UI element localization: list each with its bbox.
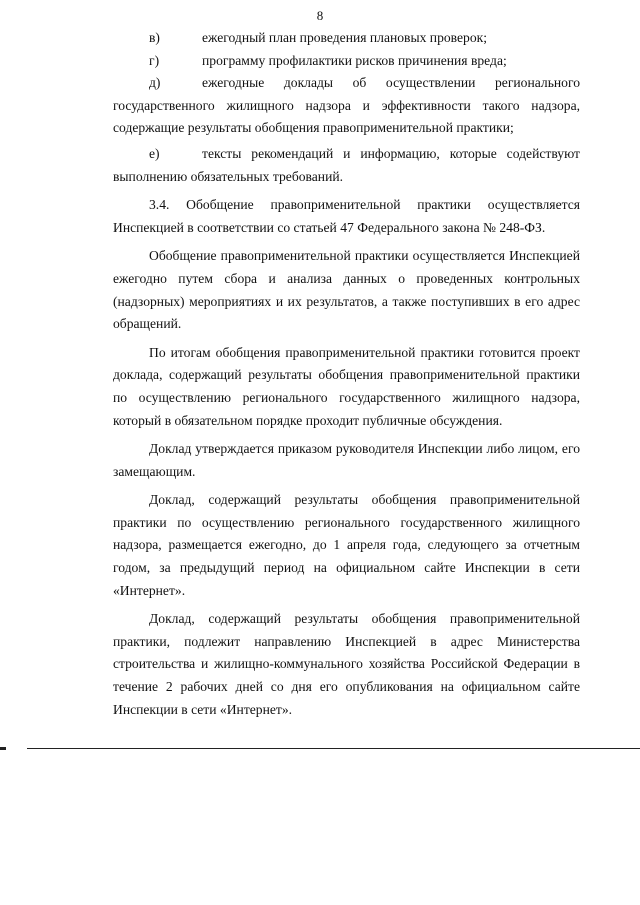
paragraph: Доклад утверждается приказом руководителя Инспекции либо лицом, его замещающим. [113, 441, 580, 479]
paragraph: Доклад, содержащий результаты обобщения правоприменительной практики по осуществлению регионального государственного жилищного надзора, размещается ежегодно, до 1 апреля года, следующего за отчетным годом, за предыдущий период на официальном сайте Инспекции в сети «Интернет». [113, 492, 580, 598]
list-marker: е) [149, 145, 160, 161]
paragraph: Доклад, содержащий результаты обобщения правоприменительной практики, подлежит направлению Инспекцией в адрес Министерства строительства и жилищно-коммунального хозяйства Российской Федерации в течение 2 рабочих дней со дня его опубликования на официальном сайте Инспекции в сети «Интернет». [113, 611, 580, 717]
page-number: 8 [316, 8, 324, 23]
list-item-text: программу профилактики рисков причинения вреда; [202, 52, 507, 68]
list-item [149, 50, 580, 73]
paragraph: 3.4. Обобщение правоприменительной практики осуществляется Инспекцией в соответствии со статьей 47 Федерального закона № 248-ФЗ. [113, 197, 580, 235]
list-item-continuation: выполнению обязательных требований. [113, 168, 344, 184]
list-item [149, 143, 580, 166]
bottom-rule [27, 748, 640, 749]
list-marker: г) [149, 52, 160, 68]
list-marker: д) [149, 75, 161, 91]
paragraph: По итогам обобщения правоприменительной практики готовится проект доклада, содержащий результаты обобщения правоприменительной практики по осуществлению регионального государственного жилищного надзора, который в обязательном порядке проходит публичные обсуждения. [113, 344, 580, 428]
list-marker: в) [149, 30, 160, 45]
document-body [113, 27, 580, 721]
list-item-continuation: государственного жилищного надзора и эффективности такого надзора, содержащие результаты обобщения правоприменительной практики; [113, 97, 580, 136]
margin-mark [0, 747, 6, 750]
paragraph: Обобщение правоприменительной практики осуществляется Инспекцией ежегодно путем сбора и анализа данных о проведенных контрольных (надзорных) мероприятиях и их результатов, а также поступивших в его адрес обращений. [113, 248, 580, 332]
list-item-first-line: тексты рекомендаций и информацию, которые содействуют [202, 145, 580, 161]
list-item-text: ежегодный план проведения плановых проверок; [202, 30, 488, 45]
list-item [149, 72, 580, 95]
list-item-first-line: ежегодные доклады об осуществлении регионального [202, 75, 580, 91]
list-item [149, 27, 580, 50]
